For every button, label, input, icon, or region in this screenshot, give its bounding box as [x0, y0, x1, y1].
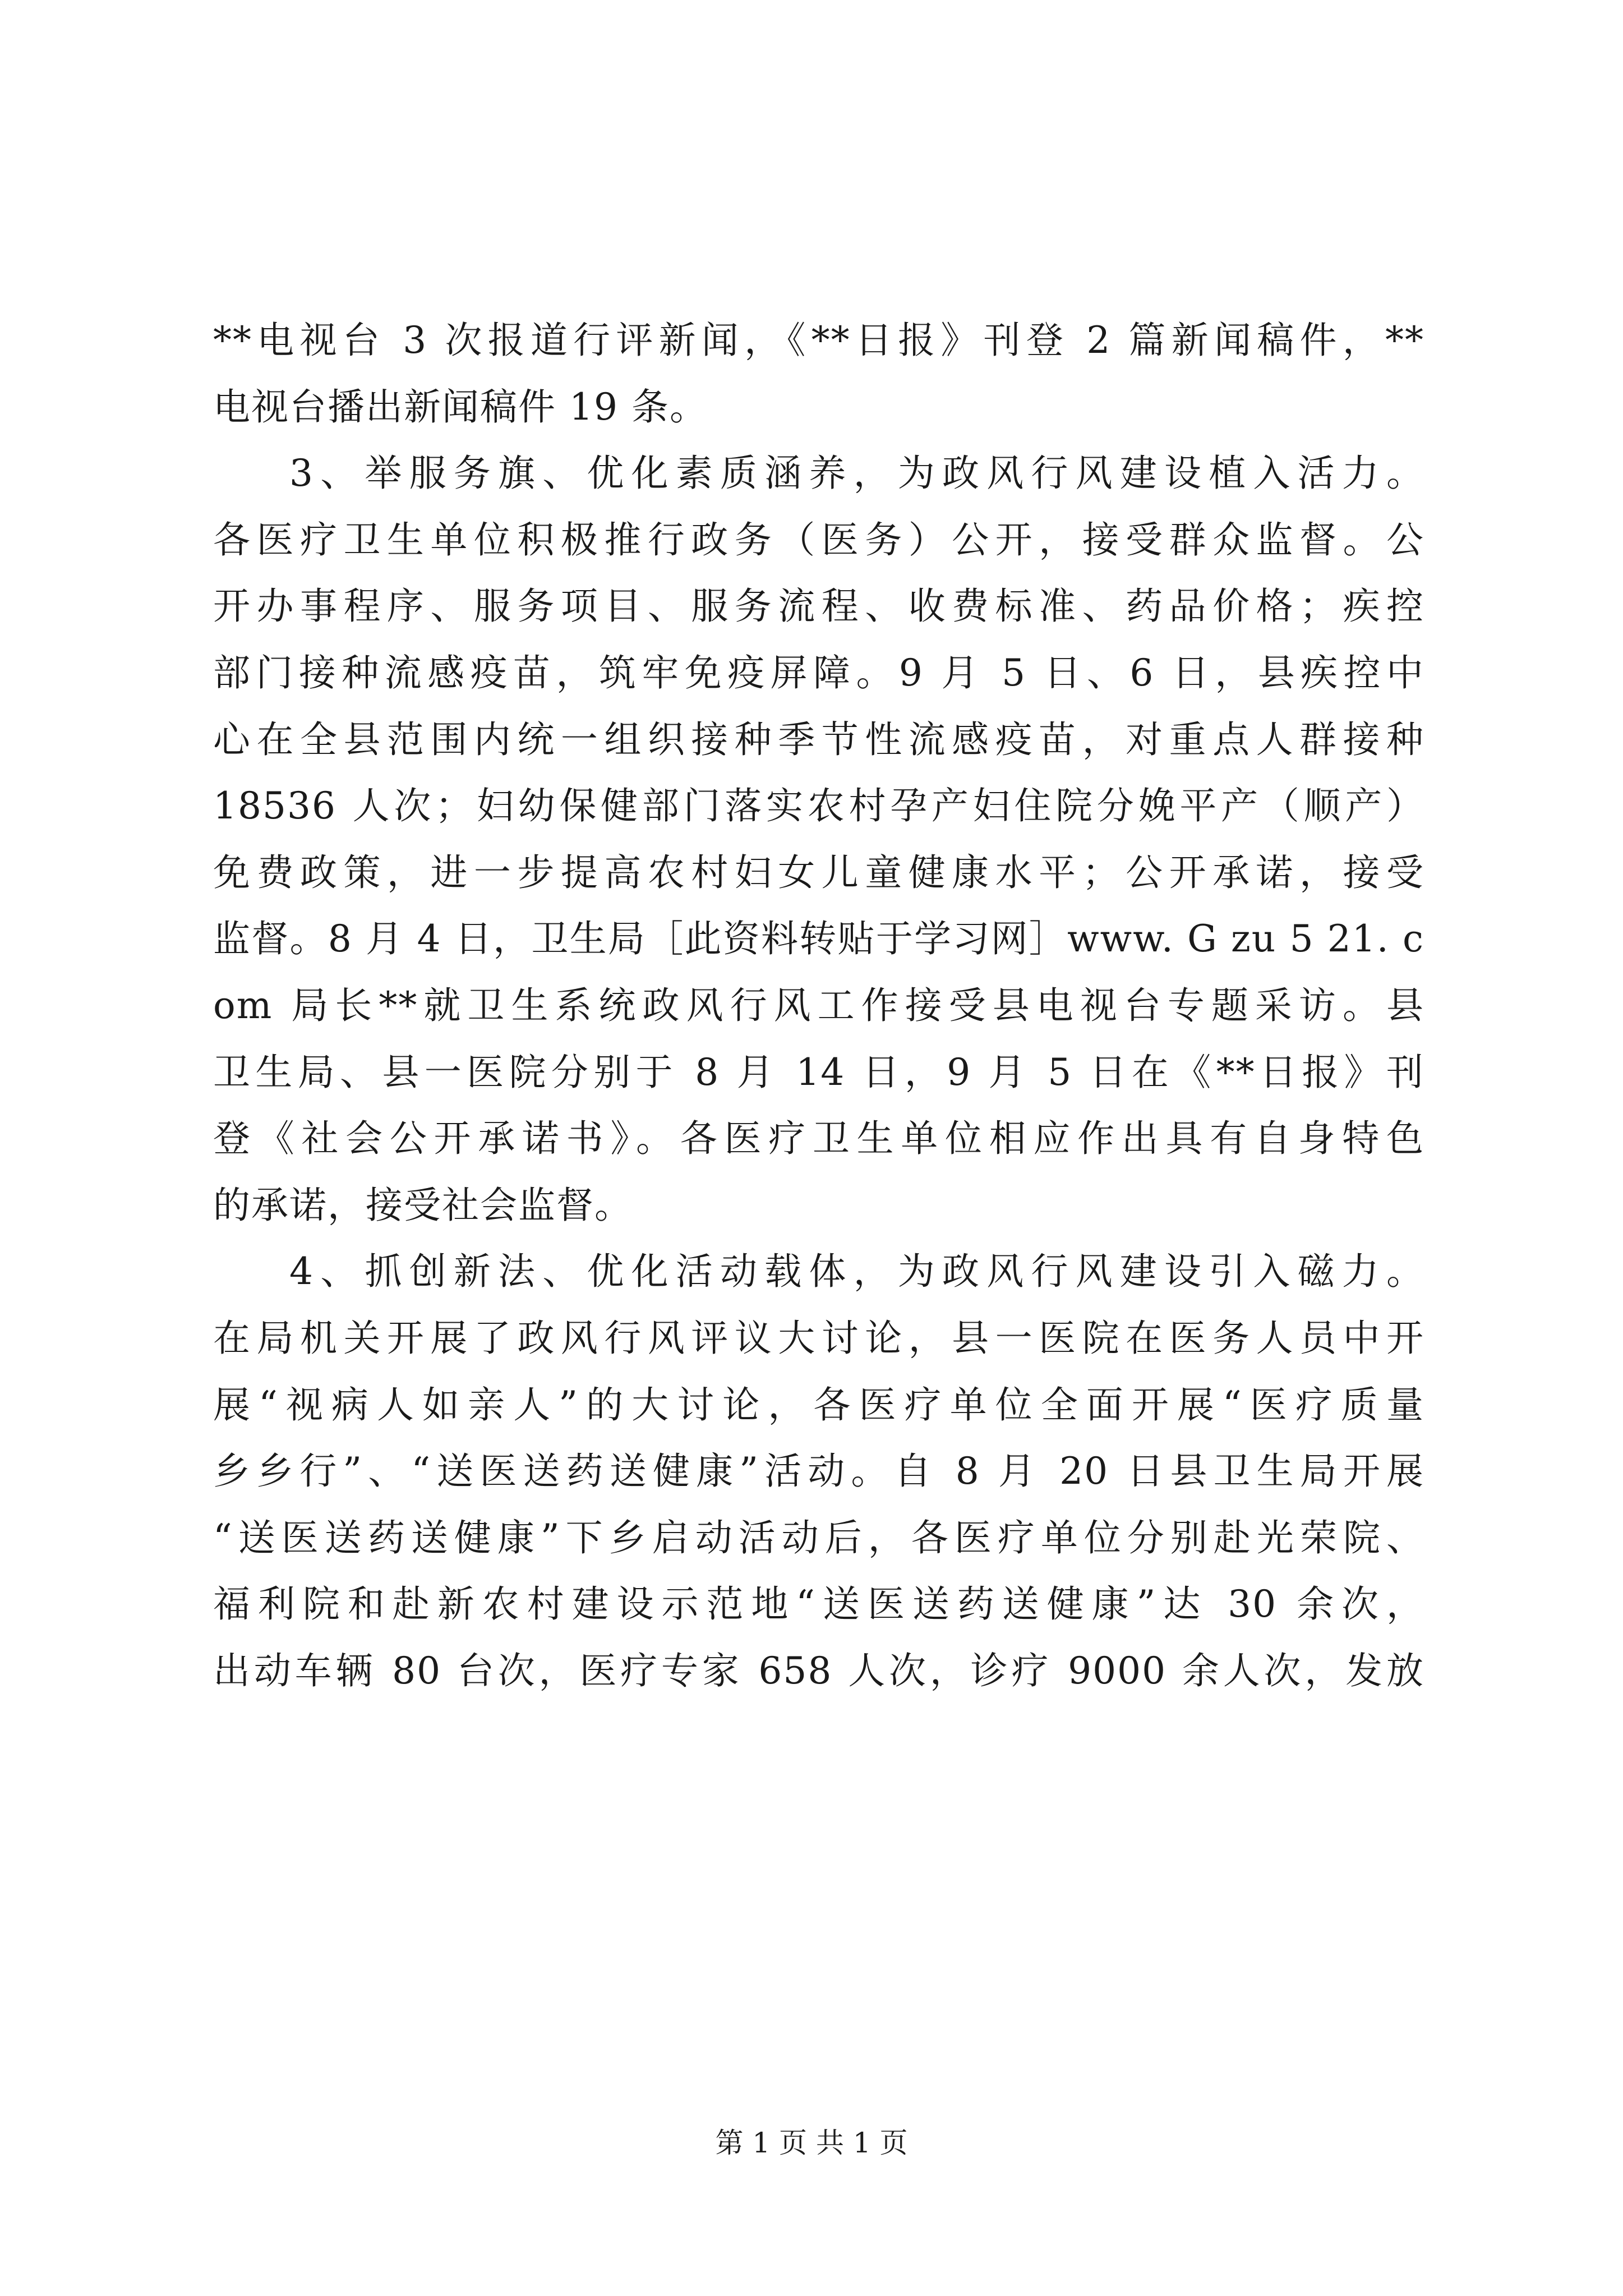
- text-line: 心在全县范围内统一组织接种季节性流感疫苗，对重点人群接种: [213, 717, 1424, 761]
- text-line: 展“视病人如亲人”的大讨论，各医疗单位全面开展“医疗质量: [213, 1383, 1424, 1427]
- text-line: “送医送药送健康”下乡启动活动后，各医疗单位分别赴光荣院、: [213, 1516, 1424, 1559]
- text-line: om 局长**就卫生系统政风行风工作接受县电视台专题采访。县: [213, 983, 1424, 1027]
- text-line-paragraph-heading: 3、举服务旗、优化素质涵养，为政风行风建设植入活力。: [289, 452, 1424, 495]
- text-line: 部门接种流感疫苗，筑牢免疫屏障。9 月 5 日、6 日，县疾控中: [213, 651, 1424, 694]
- text-line: 18536 人次；妇幼保健部门落实农村孕产妇住院分娩平产（顺产）: [213, 784, 1424, 828]
- text-line: 免费政策，进一步提高农村妇女儿童健康水平；公开承诺，接受: [213, 850, 1424, 894]
- text-line: 卫生局、县一医院分别于 8 月 14 日，9 月 5 日在《**日报》刊: [213, 1050, 1424, 1094]
- page-number-footer: 第 1 页 共 1 页: [715, 2127, 908, 2159]
- text-line: 监督。8 月 4 日，卫生局［此资料转贴于学习网］www. G zu 5 21. c: [213, 917, 1424, 961]
- text-line: 出动车辆 80 台次，医疗专家 658 人次，诊疗 9000 余人次，发放: [213, 1649, 1424, 1692]
- text-line: 福利院和赴新农村建设示范地“送医送药送健康”达 30 余次，: [213, 1582, 1424, 1626]
- text-line: 登《社会公开承诺书》。各医疗卫生单位相应作出具有自身特色: [213, 1117, 1424, 1161]
- text-line: 乡乡行”、“送医送药送健康”活动。自 8 月 20 日县卫生局开展: [213, 1450, 1424, 1493]
- text-line: 在局机关开展了政风行风评议大讨论，县一医院在医务人员中开: [213, 1316, 1424, 1360]
- text-line-paragraph-heading: 4、抓创新法、优化活动载体，为政风行风建设引入磁力。: [289, 1250, 1424, 1294]
- text-line: **电视台 3 次报道行评新闻，《**日报》刊登 2 篇新闻稿件，**: [213, 319, 1424, 362]
- text-line: 开办事程序、服务项目、服务流程、收费标准、药品价格；疾控: [213, 585, 1424, 628]
- body-text: [213, 307, 1424, 1704]
- text-line: 电视台播出新闻稿件 19 条。: [213, 385, 708, 429]
- text-line: 各医疗卫生单位积极推行政务（医务）公开，接受群众监督。公: [213, 518, 1424, 562]
- text-line: 的承诺，接受社会监督。: [213, 1183, 633, 1227]
